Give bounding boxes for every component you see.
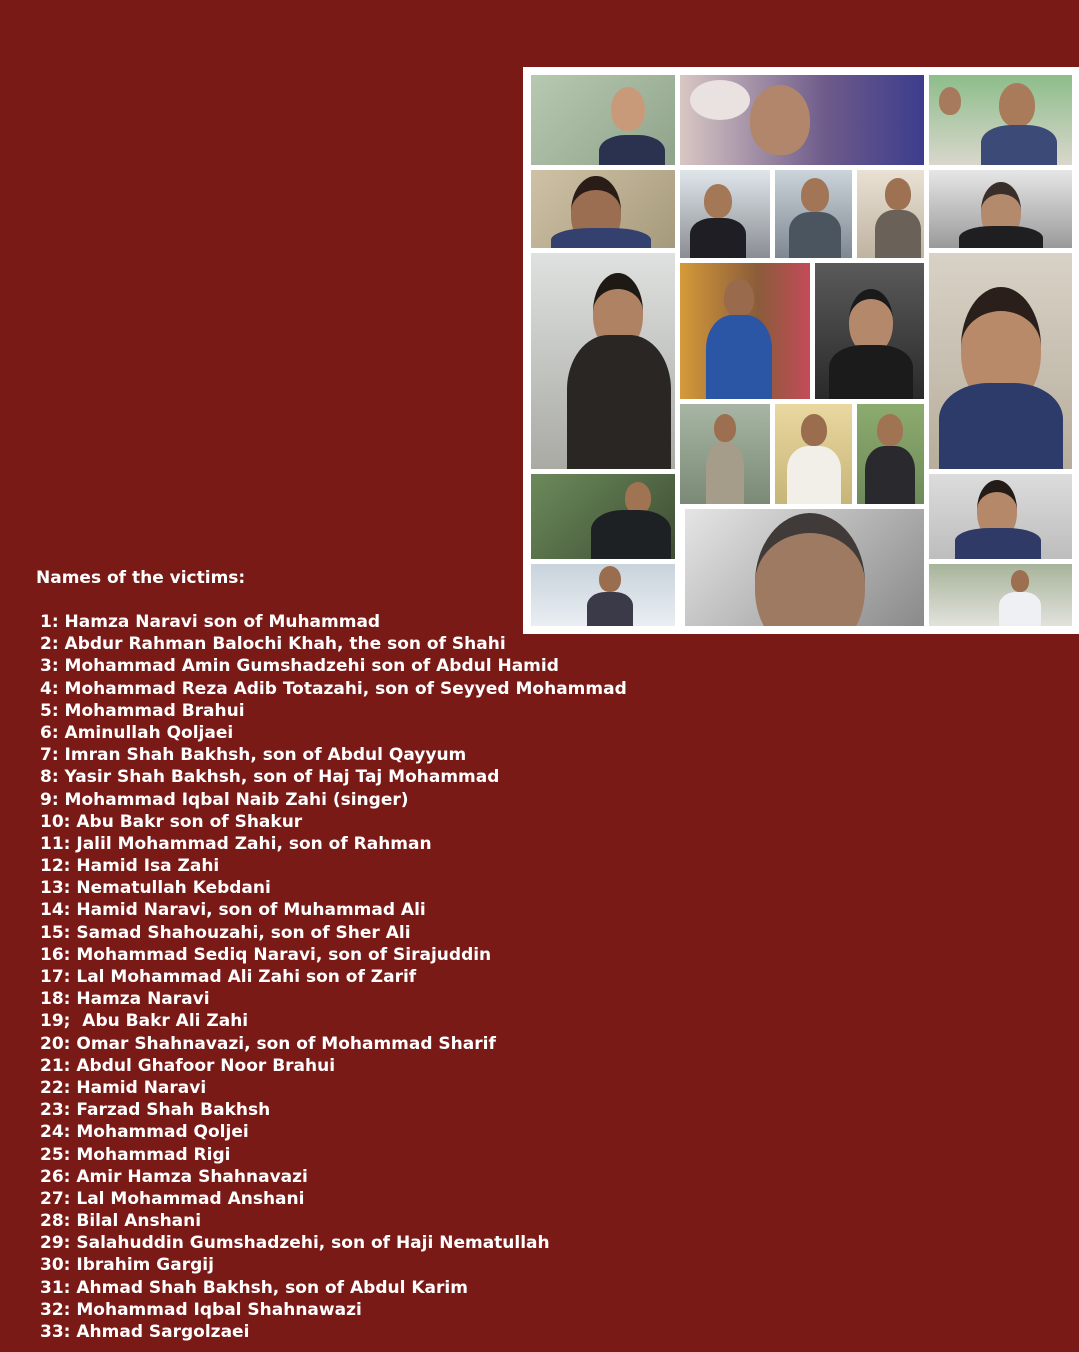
victim-photo xyxy=(531,75,675,165)
victim-photo xyxy=(680,404,770,504)
list-item: 23: Farzad Shah Bakhsh xyxy=(40,1100,271,1121)
victim-photo xyxy=(680,75,924,165)
list-item: 31: Ahmad Shah Bakhsh, son of Abdul Karim xyxy=(40,1277,468,1298)
victim-list xyxy=(40,611,627,1343)
victim-photo xyxy=(531,253,675,469)
victim-photo xyxy=(929,253,1072,469)
list-item: 9: Mohammad Iqbal Naib Zahi (singer) xyxy=(40,789,409,810)
list-item: 26: Amir Hamza Shahnavazi xyxy=(40,1166,308,1187)
list-item: 25: Mohammad Rigi xyxy=(40,1144,231,1165)
list-item: 28: Bilal Anshani xyxy=(40,1211,202,1232)
victim-photo xyxy=(929,564,1072,626)
victim-photo xyxy=(857,170,924,258)
list-item: 6: Aminullah Qoljaei xyxy=(40,722,234,743)
victims-heading: Names of the victims: xyxy=(36,568,246,588)
list-item: 13: Nematullah Kebdani xyxy=(40,878,271,899)
list-item: 8: Yasir Shah Bakhsh, son of Haj Taj Mohammad xyxy=(40,767,500,788)
list-item: 12: Hamid Isa Zahi xyxy=(40,856,220,877)
victim-photo xyxy=(815,263,924,399)
list-item: 27: Lal Mohammad Anshani xyxy=(40,1188,305,1209)
victim-photo xyxy=(685,509,924,626)
list-item: 17: Lal Mohammad Ali Zahi son of Zarif xyxy=(40,967,417,987)
list-item: 32: Mohammad Iqbal Shahnawazi xyxy=(40,1299,362,1320)
victim-photo xyxy=(775,404,852,504)
list-item: 33: Ahmad Sargolzaei xyxy=(40,1322,250,1342)
list-item: 29: Salahuddin Gumshadzehi, son of Haji Nematullah xyxy=(40,1233,550,1254)
list-item: 18: Hamza Naravi xyxy=(40,989,210,1010)
list-item: 16: Mohammad Sediq Naravi, son of Sirajuddin xyxy=(40,944,492,965)
list-item: 7: Imran Shah Bakhsh, son of Abdul Qayyum xyxy=(40,745,467,766)
victim-photo xyxy=(929,170,1072,248)
list-item: 5: Mohammad Brahui xyxy=(40,700,245,721)
victim-photo xyxy=(857,404,924,504)
victim-photo xyxy=(680,170,770,258)
victim-photo xyxy=(531,474,675,559)
victim-photo xyxy=(531,170,675,248)
victim-photo xyxy=(929,474,1072,559)
list-item: 20: Omar Shahnavazi, son of Mohammad Sharif xyxy=(40,1033,496,1054)
list-item: 21: Abdul Ghafoor Noor Brahui xyxy=(40,1055,336,1076)
list-item: 4: Mohammad Reza Adib Totazahi, son of Seyyed Mohammad xyxy=(40,678,627,699)
list-item: 3: Mohammad Amin Gumshadzehi son of Abdul Hamid xyxy=(40,656,559,677)
list-item: 22: Hamid Naravi xyxy=(40,1077,207,1098)
list-item: 24: Mohammad Qoljei xyxy=(40,1122,249,1143)
list-item: 2: Abdur Rahman Balochi Khah, the son of Shahi xyxy=(40,634,506,655)
victim-photo xyxy=(929,75,1072,165)
list-item: 14: Hamid Naravi, son of Muhammad Ali xyxy=(40,900,426,921)
list-item: 10: Abu Bakr son of Shakur xyxy=(40,811,303,832)
list-item: 30: Ibrahim Gargij xyxy=(40,1255,214,1276)
list-item: 15: Samad Shahouzahi, son of Sher Ali xyxy=(40,922,411,943)
list-item: 11: Jalil Mohammad Zahi, son of Rahman xyxy=(40,833,432,854)
list-item: 19; Abu Bakr Ali Zahi xyxy=(40,1011,249,1032)
victim-photo xyxy=(680,263,810,399)
victim-photo xyxy=(775,170,852,258)
victims-photo-collage xyxy=(523,67,1079,634)
list-item: 1: Hamza Naravi son of Muhammad xyxy=(40,612,381,632)
